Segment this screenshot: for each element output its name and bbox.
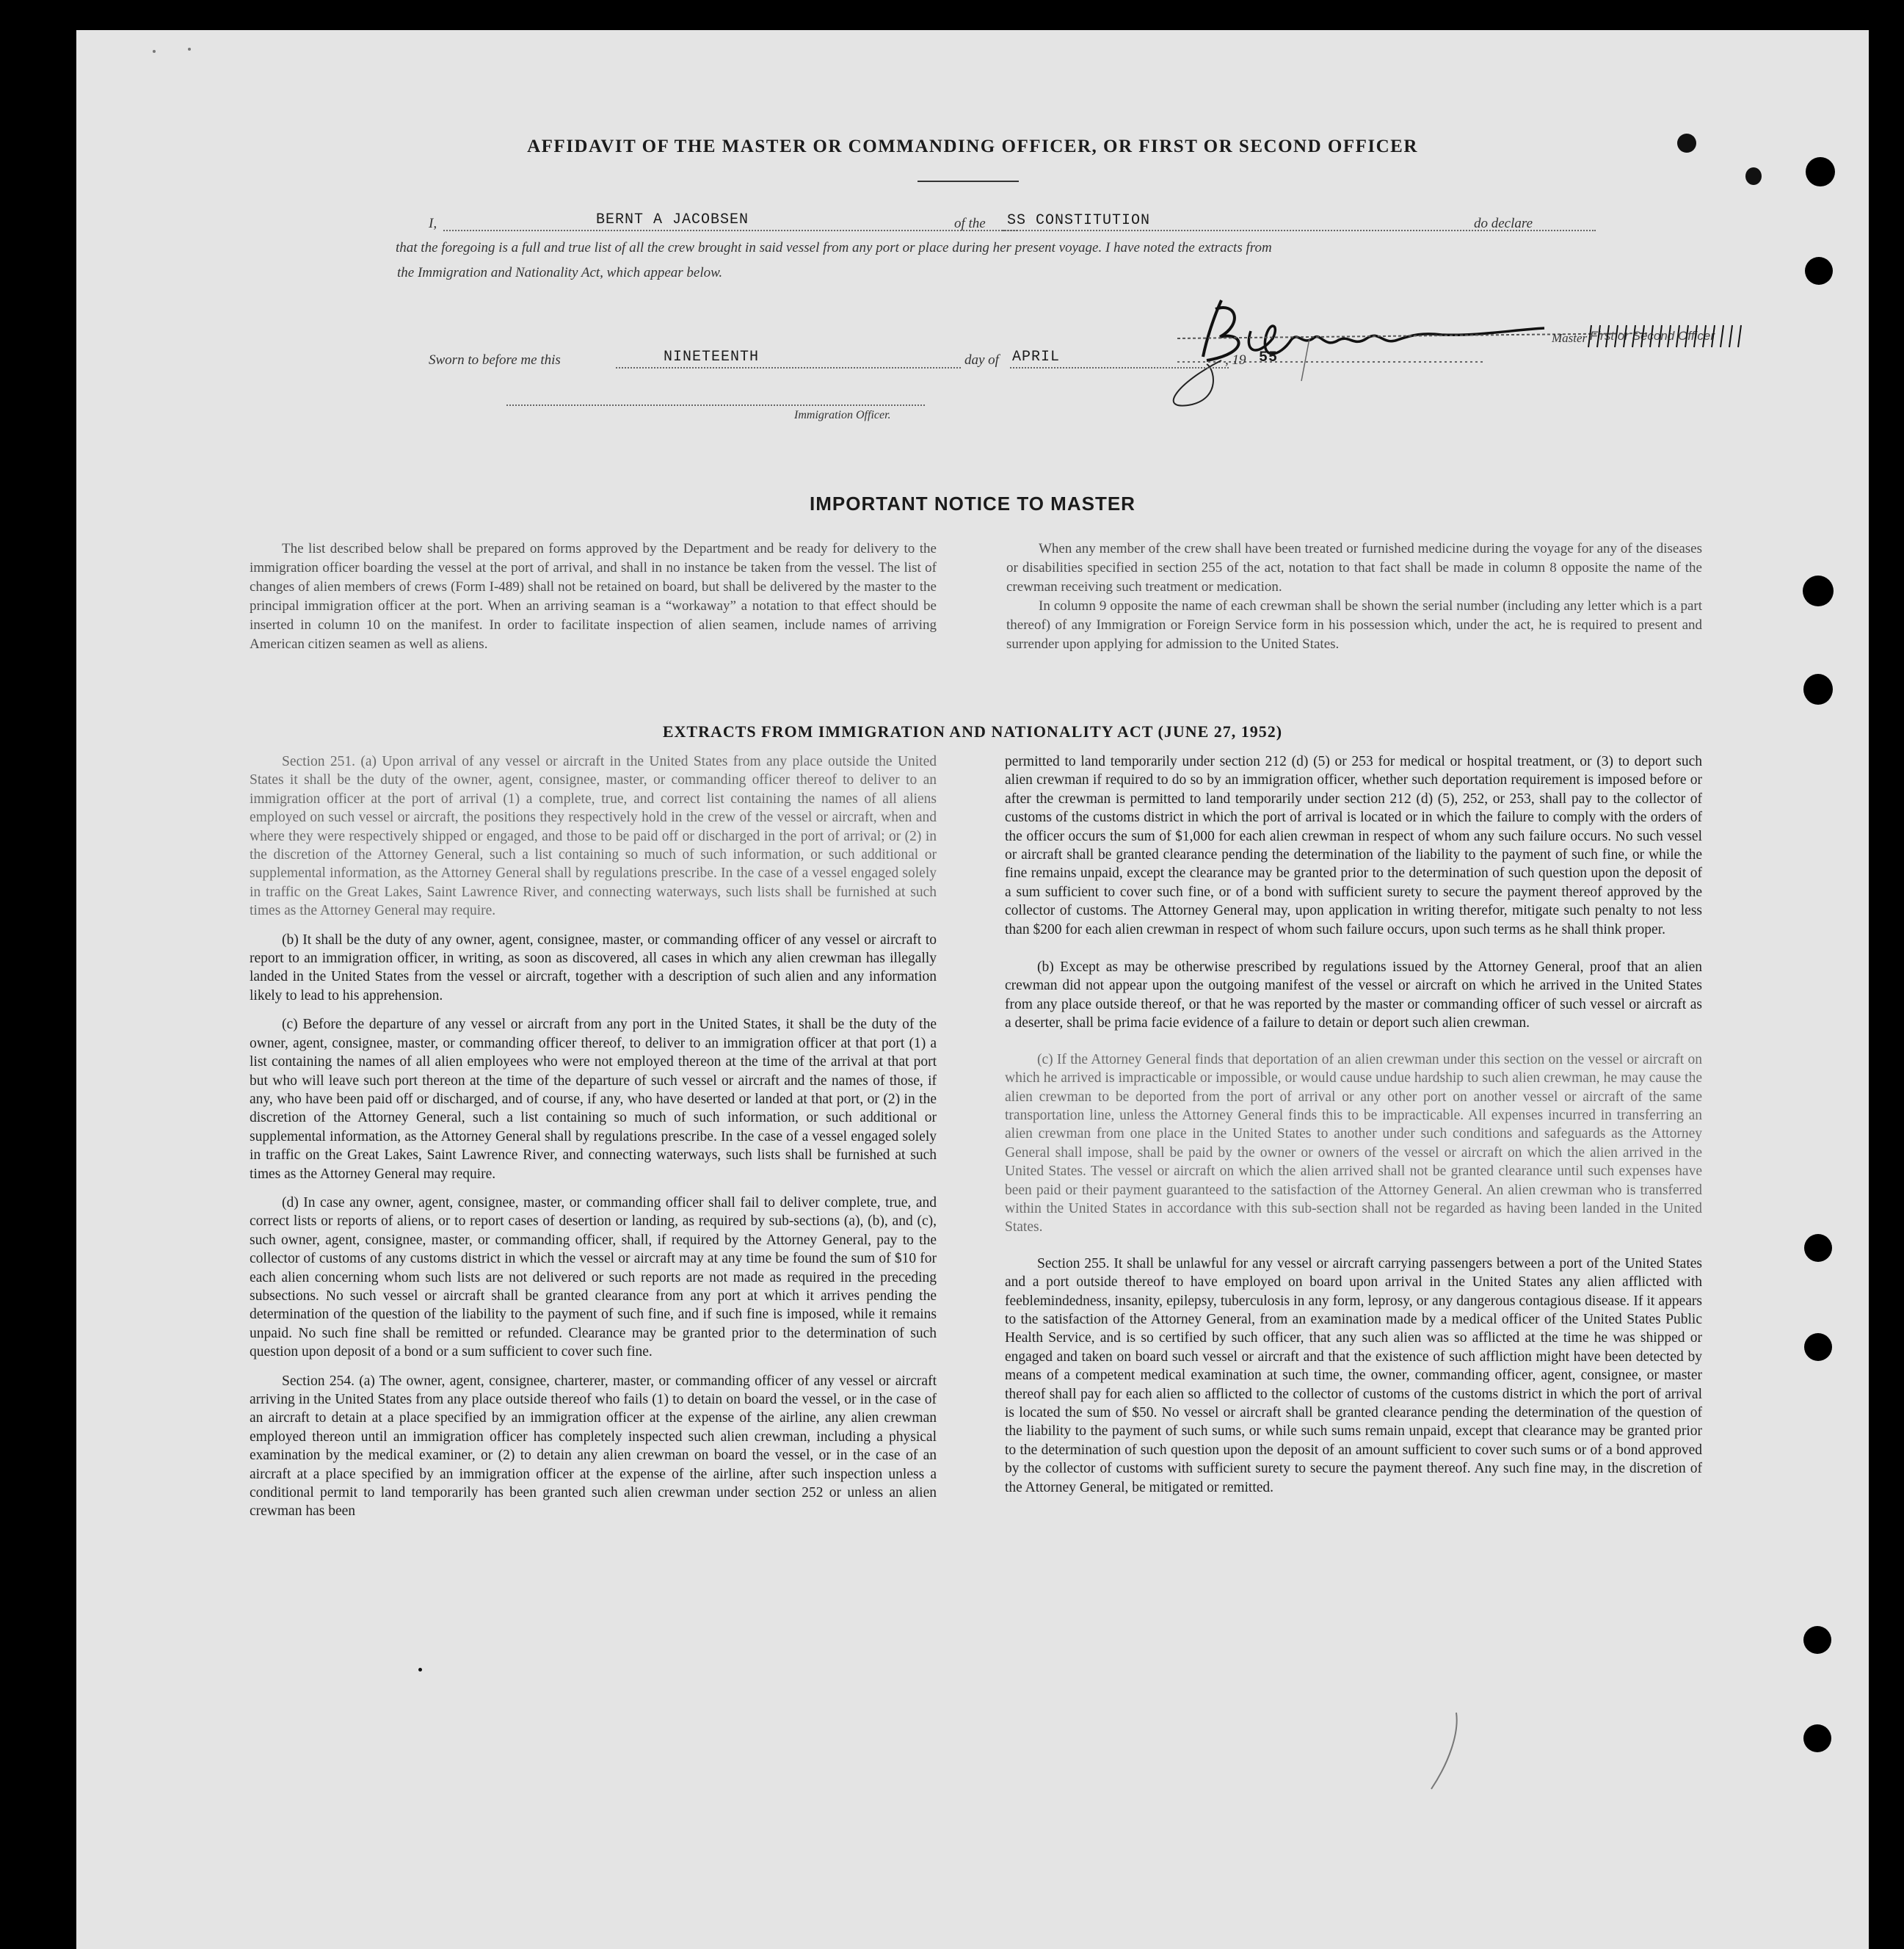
- name-underline: [443, 230, 1017, 231]
- punch-hole: [1803, 576, 1834, 606]
- document-page: [76, 30, 1869, 1949]
- punch-hole: [1805, 257, 1833, 285]
- officer-signature-line: [506, 404, 925, 406]
- extracts-left-column: [250, 752, 937, 1521]
- notice-right-paragraph-1: When any member of the crew shall have been treated or furnished medicine during the voyage for any of the diseases or disabilities specified in section 255 of the act, notation to that fact shall be made in column 8 opposite the name of the crewman receiving such treatment or medication.: [1006, 541, 1702, 595]
- struck-title-text: [1587, 322, 1756, 352]
- declaration-line-1: that the foregoing is a full and true list of all the crew brought in said vessel from any port or place during her present voyage. I have noted the extracts from: [396, 240, 1272, 255]
- notice-left-paragraph: The list described below shall be prepared on forms approved by the Department and be ready for delivery to the immigration officer boarding the vessel at the port of arrival, and shall in no instance be taken from the vessel. The list of changes of alien members of crews (Form I-489) shall not be retained on board, but shall be delivered by the master to the principal immigration officer at the port. When an arriving seaman is a “workaway” a notation to that effect should be inserted in column 10 on the manifest. In order to facilitate inspection of alien seamen, include names of arriving American citizen seamen as well as aliens.: [250, 541, 937, 652]
- section-254-b: (b) Except as may be otherwise prescribed by regulations issued by the Attorney General, proof that an alien crewman did not appear upon the outgoing manifest of the vessel or aircraft on which he arrived in the United States from any place outside thereof, or that he was reported by the master or commanding officer of such vessel or aircraft as a deserter, shall be prima facie evidence of a failure to detain or deport such alien crewman.: [1005, 959, 1702, 1031]
- section-255: Section 255. It shall be unlawful for any vessel or aircraft carrying passengers between a port of the United States and a port outside thereof to have employed on board upon arrival in the United States any alien afflicted with feeblemindedness, insanity, epilepsy, tuberculosis in any form, leprosy, or any dangerous contagious disease. If it appears to the satisfaction of the Attorney General, from an examination made by a medical officer of the United States Public Health Service, and is so certified by such officer, that any such alien was so afflicted at the time he was shipped or engaged and taken on board such vessel or aircraft and that the existence of such affliction might have been detected by means of a competent medical examination at such time, the owner, commanding officer, agent, consignee, or master thereof shall pay for each alien so afflicted to the collector of customs of the customs district in which the port of arrival is located the sum of $50. No vessel or aircraft shall be granted clearance pending the determination of the question of the liability to the payment of such sums, or while such sums remain unpaid, except that clearance may be granted prior to the determination of such question upon the deposit of an amount sufficient to cover such sums or of a bond approved by the collector of customs with sufficient surety to secure the payment thereof. Any such fine may, in the discretion of the Attorney General, be mitigated or remitted.: [1005, 1255, 1702, 1495]
- month-field[interactable]: APRIL: [1012, 349, 1061, 366]
- scan-speck: [153, 50, 156, 53]
- section-254-a: Section 254. (a) The owner, agent, consignee, charterer, master, or commanding officer of any vessel or aircraft arriving in the United States from any place outside thereof who fails (1) to detain on board the vessel, or in the case of an aircraft to detain at a place specified by an immigration officer at the expense of the airline, any alien crewman employed thereon until an immigration officer has completely inspected such alien crewman, including a physical examination by the medical examiner, or (2) to detain any alien crewman on board the vessel, or in the case of an aircraft at a place specified by an immigration officer at the expense of the airline, after such inspection unless a conditional permit to land temporarily has been granted such alien crewman under section 252 or unless an alien crewman has been: [250, 1373, 937, 1520]
- extracts-title: EXTRACTS FROM IMMIGRATION AND NATIONALITY ACT (JUNE 27, 1952): [662, 722, 1283, 741]
- punch-hole: [1804, 1234, 1832, 1262]
- year-field[interactable]: 55: [1259, 349, 1279, 366]
- punch-hole: [1806, 157, 1835, 186]
- sworn-label: Sworn to before me this: [429, 352, 561, 368]
- section-254-a-continued: permitted to land temporarily under section 212 (d) (5) or 253 for medical or hospital treatment, or (3) to deport such alien crewman if required to do so by an immigration officer, whether such deportation requirement is imposed before or after the crewman is permitted to land temporarily under section 212 (d) (5), 252, or 253, shall pay to the collector of customs of the customs district in which the port of arrival is located or in which the failure to comply with the orders of the officer occurs the sum of $1,000 for each alien crewman in respect of whom any such failure occurs. No such vessel or aircraft shall be granted clearance pending the determination of the liability to the payment of such fine, or while the fine remains unpaid, except the clearance may be granted prior to the determination of such question upon the deposit of a sum sufficient to cover such fine, or of a bond with sufficient surety to secure the payment thereof approved by the collector of customs. The Attorney General may, upon application in writing therefor, mitigate such penalty to not less than $200 for each alien crewman in respect of whom such failure occurs, upon such terms as he shall think proper.: [1005, 754, 1702, 937]
- day-of-label: day of: [964, 352, 999, 368]
- stray-pen-mark: [1427, 1711, 1464, 1792]
- declaration-line-2: the Immigration and Nationality Act, which appear below.: [397, 265, 723, 280]
- notice-right: [1006, 540, 1702, 654]
- scan-speck: [188, 48, 191, 51]
- section-251-a: Section 251. (a) Upon arrival of any vessel or aircraft in the United States from any place outside the United States it shall be the duty of the owner, agent, consignee, master, or commanding officer thereof to deliver to an immigration officer at the port of arrival (1) a complete, true, and correct list containing the names of all aliens employed on such vessel or aircraft, the positions they respectively hold in the crew of the vessel or aircraft, when and where they were respectively shipped or engaged, and those to be paid off or discharged in the port of arrival; or (2) in the discretion of the Attorney General, such a list containing so much of such information, or such additional or supplemental information, as the Attorney General shall by regulations prescribe. In the case of a vessel engaged solely in traffic on the Great Lakes, Saint Lawrence River, and connecting waterways, such lists shall be furnished at such times as the Attorney General may require.: [250, 754, 937, 919]
- punch-hole: [1803, 1724, 1831, 1752]
- day-underline: [616, 367, 961, 369]
- i-label: I,: [429, 216, 437, 231]
- notice-left: [250, 540, 937, 654]
- day-field[interactable]: NINETEENTH: [664, 349, 760, 366]
- do-declare-label: do declare: [1474, 216, 1533, 231]
- ink-speck: [418, 1668, 422, 1672]
- punch-hole: [1803, 674, 1833, 705]
- section-251-b: (b) It shall be the duty of any owner, agent, consignee, master, or commanding officer of any vessel or aircraft to report to an immigration officer, in writing, as soon as discovered, all cases in which any alien crewman has illegally landed in the United States from the vessel or aircraft, together with a description of such alien and any information likely to lead to his apprehension.: [250, 932, 937, 1003]
- section-251-d: (d) In case any owner, agent, consignee, master, or commanding officer shall fail to deliver complete, true, and correct lists or reports of aliens, or to report cases of desertion or landing, as required by sub-sections (a), (b), and (c), such owner, agent, consignee, master, or commanding officer, shall, if required by the Attorney General, pay to the collector of customs of any customs district in which the vessel or aircraft may at any time be found the sum of $10 for each alien concerning whom such lists are not delivered or such reports are not made as required in the preceding subsections. No such vessel or aircraft shall be granted clearance from any port at which it arrives pending the determination of the question of the liability to the payment of such fine, and if such fine is imposed, while it remains unpaid. No such fine shall be remitted or refunded. Clearance may be granted prior to the determination of such question upon deposit of a bond or a sum sufficient to cover such fine.: [250, 1194, 937, 1360]
- svg-text:First or Second Officer: First or Second: [1590, 329, 1675, 343]
- master-name-field[interactable]: BERNT A JACOBSEN: [596, 211, 749, 228]
- year-prefix: , 19: [1225, 352, 1246, 368]
- punch-hole: [1803, 1626, 1831, 1654]
- vessel-name-field[interactable]: SS CONSTITUTION: [1007, 212, 1151, 229]
- month-underline: [1010, 367, 1229, 369]
- affidavit-title: AFFIDAVIT OF THE MASTER OR COMMANDING OFFICER, OR FIRST OR SECOND OFFICER: [527, 137, 1418, 156]
- ink-speck: [1745, 167, 1762, 185]
- punch-hole: [1804, 1333, 1832, 1361]
- master-label: Master: [1552, 331, 1588, 345]
- notice-right-paragraph-2: In column 9 opposite the name of each crewman shall be shown the serial number (including any letter which is a part thereof) of any Immigration or Foreign Service form in his possession which, under the act, he is required to present and surrender upon applying for admission to the United States.: [1006, 598, 1702, 652]
- of-the-label: of the: [954, 216, 986, 231]
- notice-title: IMPORTANT NOTICE TO MASTER: [810, 493, 1136, 515]
- immigration-officer-label: Immigration Officer.: [794, 409, 891, 421]
- extracts-right-column: [1005, 752, 1702, 1497]
- master-signature: [1133, 294, 1662, 427]
- section-254-c: (c) If the Attorney General finds that deportation of an alien crewman under this section on the vessel or aircraft on which he arrived is impracticable or impossible, or would cause undue hardship to such alien crewman, he may cause the alien crewman to be deported from the port of arrival or any other port on another vessel or aircraft of the same transportation line, unless the Attorney General finds this to be impracticable. All expenses incurred in transferring an alien crewman from one place in the United States to another under such conditions and safeguards as the Attorney General shall impose, shall be paid by the owner or owners of the vessel or aircraft on which the alien arrived in the United States. The vessel or aircraft on which the alien arrived shall not be granted clearance until such expenses have been paid or their payment guaranteed to the satisfaction of the Attorney General. An alien crewman who is transferred within the United States in accordance with this sub-section shall not be regarded as having been landed in the United States.: [1005, 1051, 1702, 1235]
- section-251-c: (c) Before the departure of any vessel or aircraft from any port in the United States, it shall be the duty of the owner, agent, consignee, master, or commanding officer thereof, to deliver to an immigration officer at that port (1) a list containing the names of all alien employees who were not employed thereon at the time of the arrival at that port but who will leave such port thereon at the time of the departure of such vessel or aircraft and the names of those, if any, who have been paid off or discharged, and of course, if any, who have deserted or landed at that port, or (2) in the discretion of the Attorney General, such a list containing so much of such information, or such additional or supplemental information, as the Attorney General shall by regulations prescribe. In the case of a vessel engaged solely in traffic on the Great Lakes, Saint Lawrence River, and connecting waterways, such lists shall be furnished at such times as the Attorney General may require.: [250, 1017, 937, 1182]
- title-underline: [918, 181, 1019, 182]
